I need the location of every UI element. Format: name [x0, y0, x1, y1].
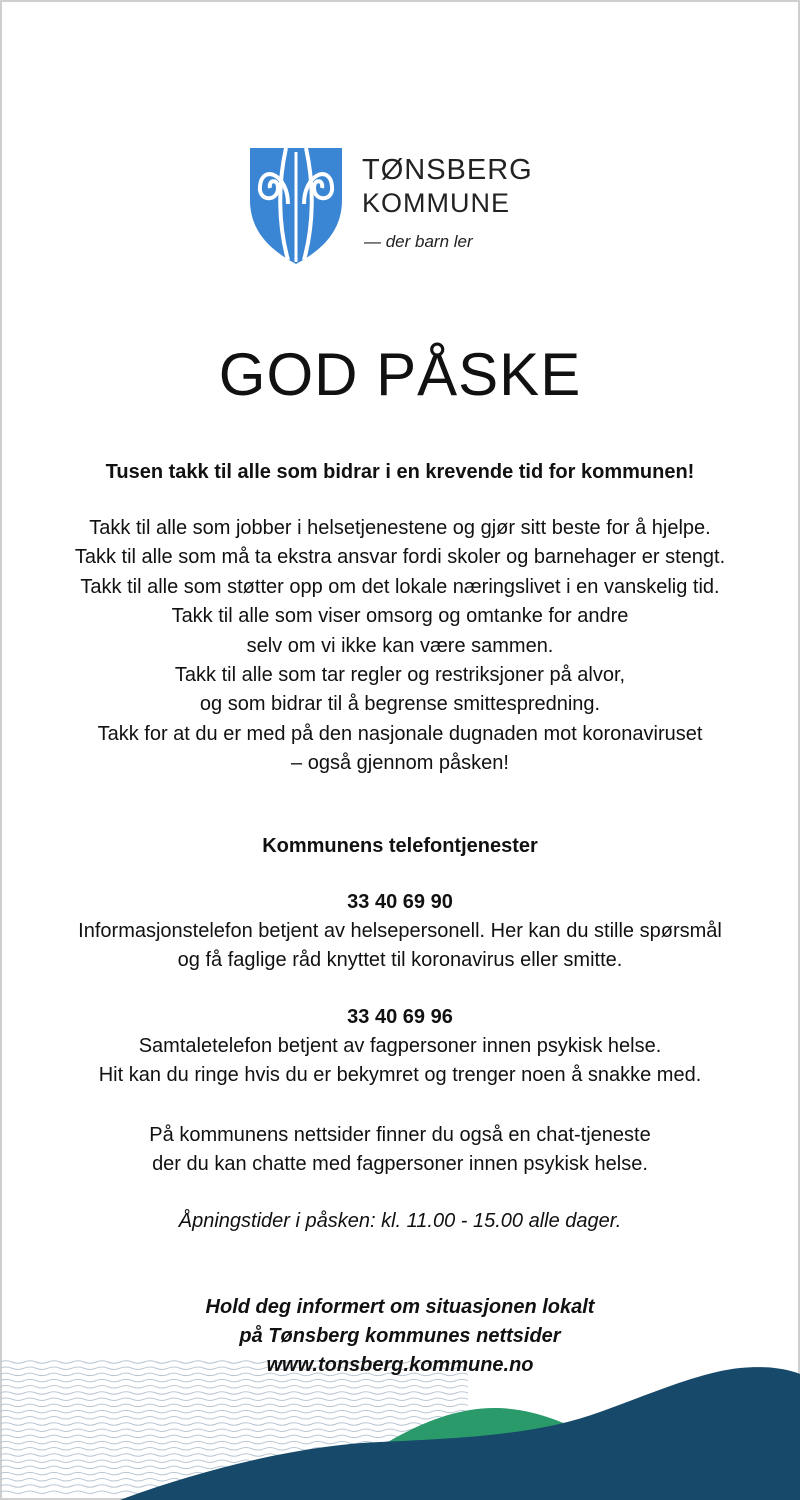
footer-website-link[interactable]: www.tonsberg.kommune.no: [266, 1354, 534, 1376]
coat-of-arms-icon: [248, 144, 344, 268]
thanks-line: Takk for at du er med på den nasjonale dugnaden mot koronaviruset: [97, 722, 703, 745]
phone-description-line: Informasjonstelefon betjent av helsepersonell. Her kan du stille spørsmål: [78, 920, 722, 942]
thanks-line: – også gjennom påsken!: [291, 752, 509, 775]
phone-description-line: Samtaletelefon betjent av fagpersoner innen psykisk helse.: [138, 1035, 662, 1057]
wave-line: [0, 1392, 468, 1395]
wave-line: [0, 1423, 468, 1426]
phone-services-heading: Kommunens telefontjenester: [262, 835, 538, 857]
thanks-line: og som bidrar til å begrense smittespredning.: [199, 693, 601, 716]
phone-description-line: og få faglige råd knyttet til koronavirus eller smitte.: [177, 949, 623, 971]
thanks-line: Takk til alle som må ta ekstra ansvar fordi skoler og barnehager er stengt.: [74, 546, 726, 569]
thanks-line: Takk til alle som støtter opp om det lokale næringslivet i en vanskelig tid.: [80, 575, 720, 598]
thanks-line: Takk til alle som jobber i helsetjenestene og gjør sitt beste for å hjelpe.: [89, 517, 711, 539]
footer-line: Hold deg informert om situasjonen lokalt: [205, 1296, 595, 1318]
logo-slogan: — der barn ler: [364, 232, 473, 251]
chat-info: [0, 1121, 800, 1179]
thanks-line: Takk til alle som viser omsorg og omtanke for andre: [171, 605, 629, 628]
wave-line: [0, 1417, 468, 1420]
page-title: GOD PÅSKE: [218, 341, 582, 408]
municipality-logo: [248, 144, 548, 268]
thanks-list: [0, 514, 800, 779]
opening-hours: Åpningstider i påsken: kl. 11.00 - 15.00 alle dager.: [178, 1210, 622, 1232]
thanks-line: selv om vi ikke kan være sammen.: [246, 634, 554, 657]
phone-description-line: Hit kan du ringe hvis du er bekymret og trenger noen å snakke med.: [98, 1064, 702, 1086]
chat-line: På kommunens nettsider finner du også en chat-tjeneste: [149, 1124, 651, 1146]
wave-line: [0, 1410, 468, 1413]
logo-name-line2: KOMMUNE: [362, 188, 510, 218]
lead-text: Tusen takk til alle som bidrar i en krevende tid for kommunen!: [105, 461, 695, 483]
phone-number[interactable]: 33 40 69 90: [347, 891, 453, 913]
logo-name-line1: TØNSBERG: [362, 154, 533, 186]
phone-block-talk: [0, 1003, 800, 1090]
thanks-line: Takk til alle som tar regler og restriksjoner på alvor,: [174, 664, 626, 687]
wave-line: [0, 1386, 468, 1389]
wave-line: [0, 1404, 468, 1407]
phone-block-info: [0, 888, 800, 975]
footer-info: [0, 1293, 800, 1380]
chat-line: der du kan chatte med fagpersoner innen psykisk helse.: [152, 1153, 648, 1175]
phone-number[interactable]: 33 40 69 96: [347, 1006, 453, 1028]
wave-line: [0, 1429, 468, 1432]
wave-line: [0, 1398, 468, 1401]
footer-line: på Tønsberg kommunes nettsider: [239, 1325, 561, 1347]
